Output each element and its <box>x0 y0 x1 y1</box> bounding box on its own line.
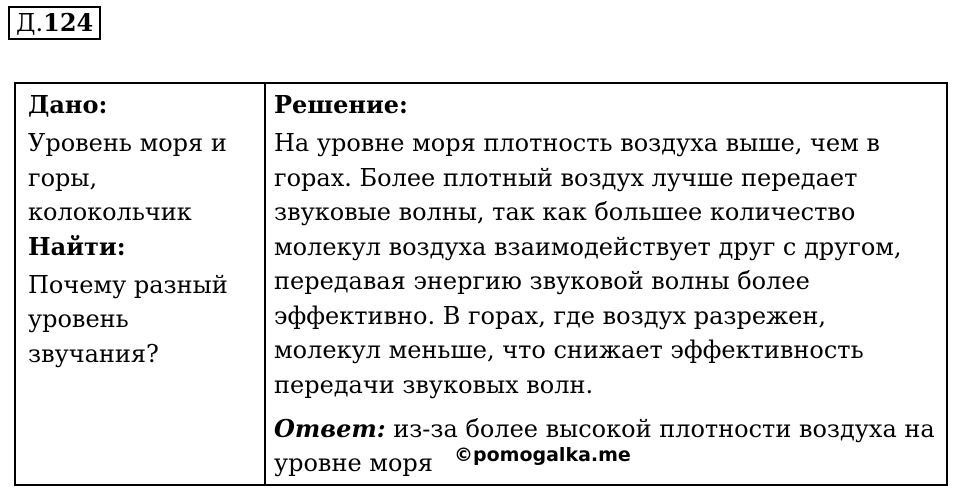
task-prefix: Д. <box>16 9 44 37</box>
find-heading: Найти: <box>28 231 126 261</box>
solution-column <box>266 84 946 484</box>
solution-text: На уровне моря плотность воздуха выше, чем в горах. Более плотный воздух лучше передает звуковые волны, так как большее количество молекул воздуха взаимодействует друг с другом, передавая энергию звуковой волны более эффективно. В горах, где воздух разрежен, молекул меньше, что снижает эффективность передачи звуковых волн. <box>274 129 902 399</box>
task-number: 124 <box>43 8 94 37</box>
answer-text: из-за более высокой плотности воздуха на уровне моря <box>274 415 935 477</box>
given-text: Уровень моря и горы, колокольчик <box>28 129 227 226</box>
find-text: Почему разный уровень звучания? <box>28 270 228 368</box>
answer-label: Ответ: <box>274 414 386 443</box>
solution-heading: Решение: <box>274 90 408 119</box>
watermark: ©pomogalka.me <box>454 444 631 466</box>
task-number-box <box>8 6 101 40</box>
given-heading: Дано: <box>28 90 108 119</box>
solution-table <box>14 82 948 486</box>
given-column <box>16 84 266 484</box>
